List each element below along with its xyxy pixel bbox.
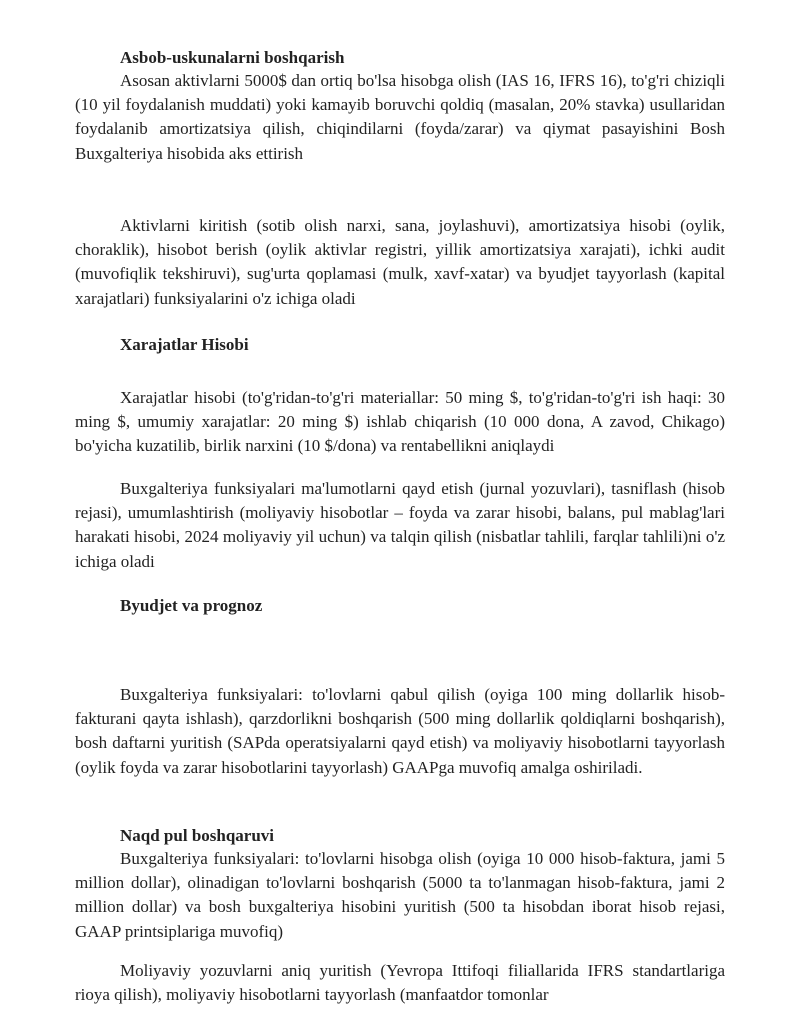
section-title-cash-management: Naqd pul boshqaruvi [120,826,275,845]
paragraph-financial-records: Moliyaviy yozuvlarni aniq yuritish (Yevropa Ittifoqi filiallarida IFRS standartlariga rioya qilish), moliyaviy hisobotlarni tayyorlash (manfaatdor tomonlar [75,961,725,1005]
section-title-budget-forecast: Byudjet va prognoz [120,596,263,615]
paragraph-accounting-functions: Buxgalteriya funksiyalari ma'lumotlarni qayd etish (jurnal yozuvlari), tasniflash (hisob rejasi), umumlashtirish (moliyaviy hisobotlar – foyda va zarar hisobi, balans, pul mablag'lari harakati hisobi, 2024 moliyaviy yil uchun) va talqin qilish (nisbatlar tahlili, farqlar tahlili)ni o'z ichiga oladi [75,479,725,571]
section-title-equipment: Asbob-uskunalarni boshqarish [120,48,345,67]
section-title-cost-accounting: Xarajatlar Hisobi [120,335,249,354]
paragraph-equipment-accounting: Asosan aktivlarni 5000$ dan ortiq bo'lsa hisobga olish (IAS 16, IFRS 16), to'g'ri chiziqli (10 yil foydalanish muddati) yoki kamayib boruvchi qoldiq (masalan, 20% stavka) usullaridan foydalanib amortizatsiya qilish, chiqindilarni (foyda/zarar) va qiymat pasayishini Bosh Buxgalteriya hisobida aks ettirish [75,71,725,163]
paragraph-budget-functions: Buxgalteriya funksiyalari: to'lovlarni qabul qilish (oyiga 100 ming dollarlik hisob-fakturani qayta ishlash), qarzdorlikni boshqarish (500 ming dollarlik qoldiqlarni boshqarish), bosh daftarni yuritish (SAPda operatsiyalarni qayd etish) va moliyaviy hisobotlarni tayyorlash (oylik foyda va zarar hisobotlarini tayyorlash) GAAPga muvofiq amalga oshiriladi. [75,685,725,777]
paragraph-cost-accounting: Xarajatlar hisobi (to'g'ridan-to'g'ri materiallar: 50 ming $, to'g'ridan-to'g'ri ish haqi: 30 ming $, umumiy xarajatlar: 20 ming $) ishlab chiqarish (10 000 dona, A zavod, Chikago) bo'yicha kuzatilib, birlik narxini (10 $/dona) va rentabellikni aniqlaydi [75,388,725,456]
paragraph-asset-functions: Aktivlarni kiritish (sotib olish narxi, sana, joylashuvi), amortizatsiya hisobi (oylik, choraklik), hisobot berish (oylik aktivlar registri, yillik amortizatsiya xarajati), ichki audit (muvofiqlik tekshiruvi), sug'urta qoplamasi (mulk, xavf-xatar) va byudjet tayyorlash (kapital xarajatlari) funksiyalarini o'z ichiga oladi [75,216,725,308]
paragraph-cash-functions: Buxgalteriya funksiyalari: to'lovlarni hisobga olish (oyiga 10 000 hisob-faktura, jami 5 million dollar), olinadigan to'lovlarni boshqarish (5000 ta to'lanmagan hisob-faktura, jami 2 million dollar) va bosh buxgalteriya hisobini yuritish (500 ta hisobdan iborat hisob rejasi, GAAP printsiplariga muvofiq) [75,849,725,941]
